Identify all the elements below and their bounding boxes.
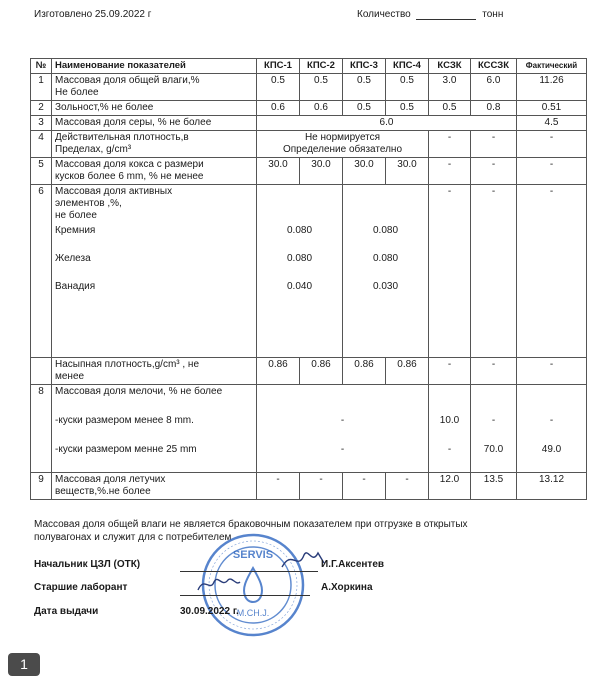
cell-kszk: - — [429, 131, 471, 158]
note-line: Массовая доля общей влаги не является браковочным показателем при отгрузке в открытых — [34, 519, 468, 530]
element-value: 0.040 — [286, 281, 313, 292]
manufactured-line — [34, 9, 151, 20]
specification-table — [30, 58, 587, 500]
row-name — [52, 358, 257, 385]
cell-ksszk: - — [471, 185, 517, 358]
manufactured-label: Изготовлено — [34, 9, 93, 20]
cell-kps4: 0.86 — [386, 358, 429, 385]
cell-ksszk: 0.8 — [471, 101, 517, 116]
cell-ksszk: 6.0 — [471, 74, 517, 101]
cell-ksszk: - — [471, 358, 517, 385]
cell-ksszk: - — [471, 131, 517, 158]
table-row — [31, 358, 587, 385]
quantity-line — [357, 9, 503, 20]
sub-value: - — [491, 415, 496, 426]
col-header-name: Наименование показателей — [52, 59, 257, 74]
cell-ksszk: - — [471, 158, 517, 185]
sub-value: - — [549, 415, 554, 426]
row-name-line: Массовая доля мелочи, % не более — [55, 386, 223, 397]
sub-item-name: -куски размером менее 8 mm. — [55, 415, 194, 426]
col-header-ksszk: КССЗК — [471, 59, 517, 74]
row-num: 4 — [31, 131, 52, 158]
table-row — [31, 185, 587, 358]
sub-value: - — [340, 444, 345, 455]
row-num: 3 — [31, 116, 52, 131]
sub-value: - — [340, 415, 345, 426]
row-name-line: Массовая доля кокса с размери — [55, 159, 204, 170]
cell-fact: - — [517, 131, 587, 158]
table-row — [31, 74, 587, 101]
col-header-kszk: КСЗК — [429, 59, 471, 74]
quantity-blank — [416, 10, 476, 20]
cell-kps3: 0.86 — [343, 358, 386, 385]
row-name-line: Массовая доля общей влаги,% — [55, 75, 200, 86]
cell-kszk: 0.5 — [429, 101, 471, 116]
cell-kps4: 30.0 — [386, 158, 429, 185]
cell-kps4: - — [386, 473, 429, 500]
cell-kszk: - — [429, 185, 471, 358]
chief-label: Начальник ЦЗЛ (ОТК) — [34, 559, 141, 570]
col-header-kps2: КПС-2 — [300, 59, 343, 74]
cell-fact: 11.26 — [517, 74, 587, 101]
lab-signature-line — [180, 595, 310, 596]
quantity-label: Количество — [357, 9, 411, 20]
row-name-line: Массовая доля активных — [55, 186, 173, 197]
table-row — [31, 101, 587, 116]
row-name-line: Пределах, g/cm³ — [55, 144, 132, 155]
col-header-fact: Фактический — [517, 59, 587, 74]
cell-kps12-elements — [257, 185, 343, 358]
row-name-line: веществ,%.не более — [55, 486, 151, 497]
cell-kps1: 0.86 — [257, 358, 300, 385]
row-num: 9 — [31, 473, 52, 500]
cell-merged-fines — [257, 385, 429, 473]
element-value: 0.080 — [372, 225, 399, 236]
cell-kps3: 0.5 — [343, 74, 386, 101]
row-num — [31, 358, 52, 385]
cell-kszk: - — [429, 358, 471, 385]
cell-kps3: - — [343, 473, 386, 500]
svg-text:SERVIS: SERVIS — [232, 549, 274, 561]
table-row — [31, 385, 587, 473]
element-name: Железа — [55, 253, 91, 264]
cell-kps1: 0.6 — [257, 101, 300, 116]
cell-kszk — [429, 385, 471, 473]
cell-merged-note — [257, 131, 429, 158]
lab-name: А.Хоркина — [321, 582, 373, 593]
note-line: полувагонах и служит для с потребителем — [34, 532, 232, 543]
col-header-num: № — [31, 59, 52, 74]
row-name — [52, 74, 257, 101]
cell-kps2: 0.6 — [300, 101, 343, 116]
element-value: 0.080 — [286, 225, 313, 236]
cell-kps3: 0.5 — [343, 101, 386, 116]
table-row — [31, 116, 587, 131]
merged-note-line: Определение обязателно — [282, 144, 403, 155]
cell-kps1: 0.5 — [257, 74, 300, 101]
row-name-line: элементов ,%, — [55, 198, 122, 209]
cell-kszk: 3.0 — [429, 74, 471, 101]
col-header-kps4: КПС-4 — [386, 59, 429, 74]
row-name: Зольност,% не более — [52, 101, 257, 116]
table-header-row — [31, 59, 587, 74]
row-name-line: Массовая доля летучих — [55, 474, 166, 485]
element-value: 0.080 — [286, 253, 313, 264]
row-name — [52, 158, 257, 185]
cell-kps2: 0.5 — [300, 74, 343, 101]
row-name — [52, 473, 257, 500]
lab-label: Старшие лаборант — [34, 582, 128, 593]
sub-value: - — [447, 444, 452, 455]
cell-ksszk: 13.5 — [471, 473, 517, 500]
page-number-indicator[interactable]: 1 — [8, 653, 40, 676]
sub-item-name: -куски размером менне 25 mm — [55, 444, 197, 455]
col-header-kps3: КПС-3 — [343, 59, 386, 74]
cell-fact: 13.12 — [517, 473, 587, 500]
issue-date-label: Дата выдачи — [34, 606, 99, 617]
row-name — [52, 385, 257, 473]
cell-fact: - — [517, 358, 587, 385]
row-name-line: не более — [55, 210, 97, 221]
col-header-kps1: КПС-1 — [257, 59, 300, 74]
cell-kps2: 30.0 — [300, 158, 343, 185]
table-row — [31, 131, 587, 158]
cell-kps2: - — [300, 473, 343, 500]
row-name-line: Насыпная плотность,g/cm³ , не — [55, 359, 200, 370]
cell-kps1: - — [257, 473, 300, 500]
cell-kps4: 0.5 — [386, 74, 429, 101]
cell-fact: 4.5 — [517, 116, 587, 131]
merged-note-line: Не нормируется — [304, 132, 381, 143]
cell-kps3: 30.0 — [343, 158, 386, 185]
table-row — [31, 473, 587, 500]
row-name: Массовая доля серы, % не более — [52, 116, 257, 131]
sub-value: 10.0 — [439, 415, 460, 426]
cell-fact — [517, 385, 587, 473]
row-num: 2 — [31, 101, 52, 116]
cell-kszk: 12.0 — [429, 473, 471, 500]
row-num: 1 — [31, 74, 52, 101]
cell-kps1: 30.0 — [257, 158, 300, 185]
row-num: 6 — [31, 185, 52, 358]
quantity-unit: тонн — [482, 9, 504, 20]
sub-value: 70.0 — [483, 444, 504, 455]
row-num: 8 — [31, 385, 52, 473]
element-value: 0.080 — [372, 253, 399, 264]
element-value: 0.030 — [372, 281, 399, 292]
issue-date-value: 30.09.2022 г. — [180, 606, 239, 617]
element-name: Кремния — [55, 225, 96, 236]
chief-name: И.Г.Аксентев — [321, 559, 385, 570]
cell-fact: 0.51 — [517, 101, 587, 116]
cell-kps2: 0.86 — [300, 358, 343, 385]
table-row — [31, 158, 587, 185]
sub-value: 49.0 — [541, 444, 562, 455]
svg-text:M.CH.J.: M.CH.J. — [236, 608, 270, 618]
row-name — [52, 131, 257, 158]
cell-ksszk — [471, 385, 517, 473]
manufactured-date: 25.09.2022 г — [94, 9, 152, 20]
cell-kps4: 0.5 — [386, 101, 429, 116]
lab-signature — [192, 570, 242, 596]
cell-fact: - — [517, 158, 587, 185]
row-name-line: Действительная плотность,в — [55, 132, 189, 143]
row-name-line: кусков более 6 mm, % не менее — [55, 171, 204, 182]
cell-fact: - — [517, 185, 587, 358]
row-name-line: Не более — [55, 87, 99, 98]
row-name — [52, 185, 257, 358]
row-name-line: менее — [55, 371, 85, 382]
cell-merged-value: 6.0 — [257, 116, 517, 131]
cell-kps34-elements — [343, 185, 429, 358]
element-name: Ванадия — [55, 281, 96, 292]
cell-kszk: - — [429, 158, 471, 185]
row-num: 5 — [31, 158, 52, 185]
